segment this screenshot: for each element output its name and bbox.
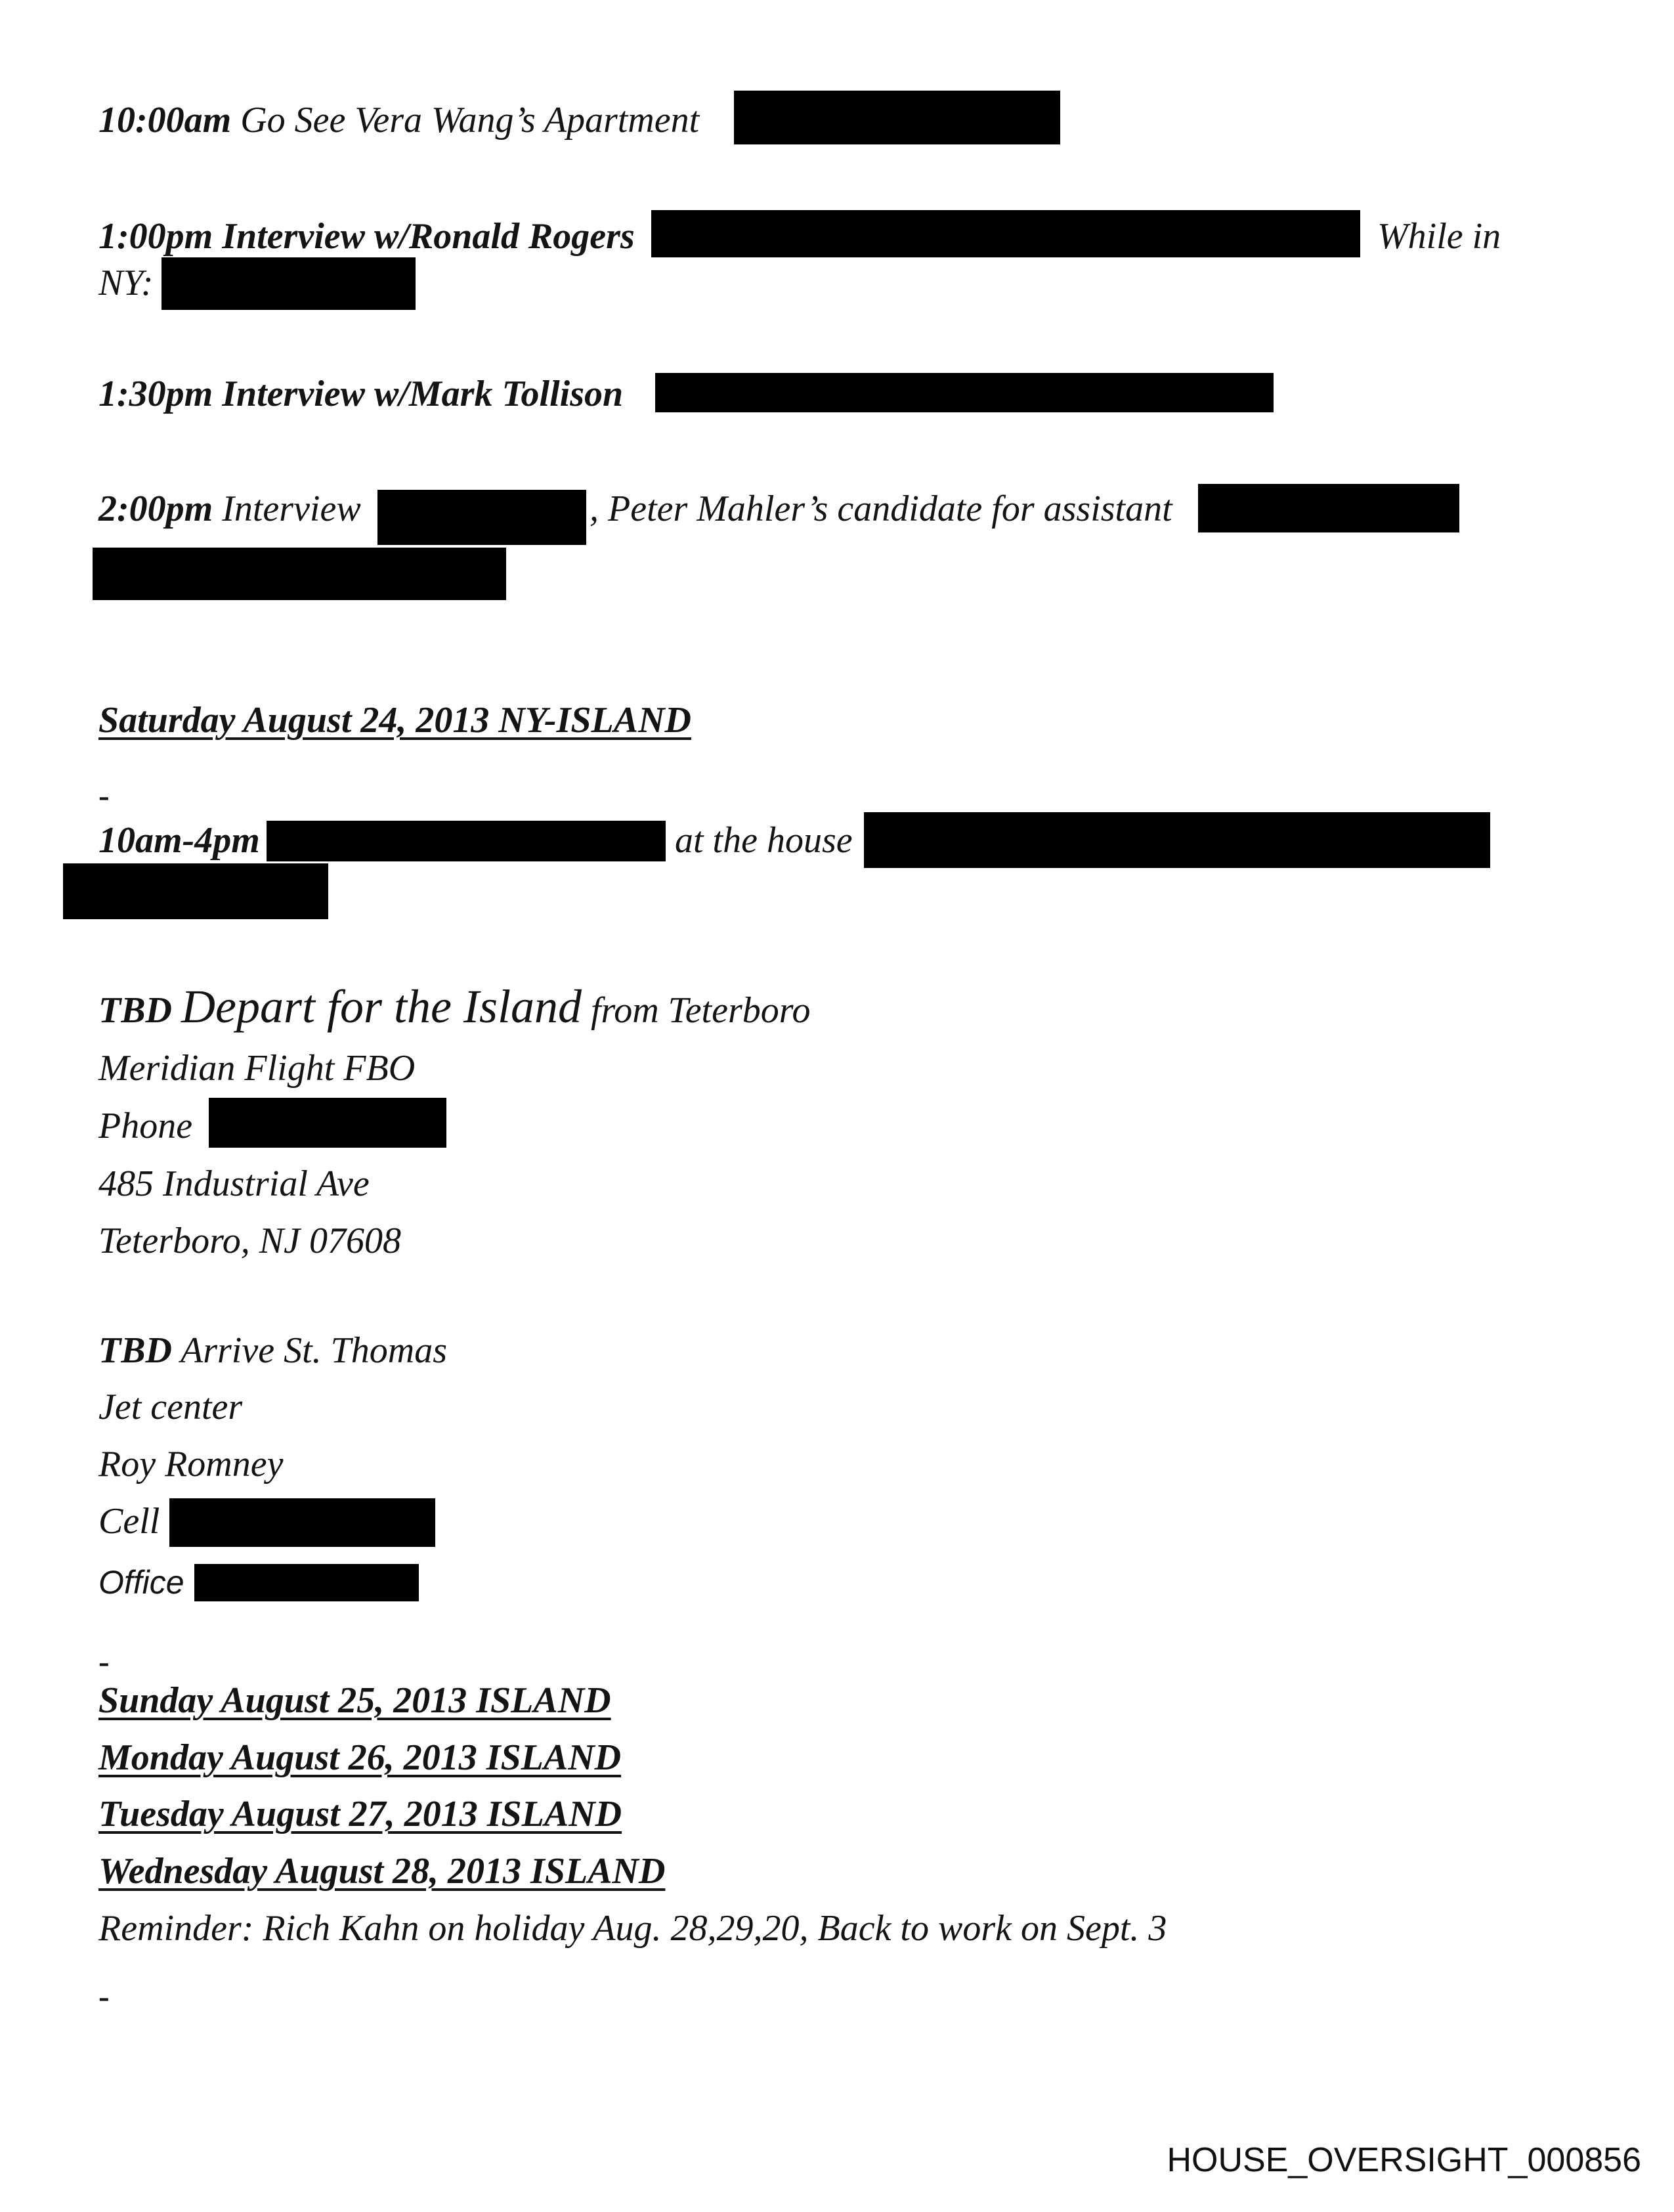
depart-line — [98, 980, 811, 1033]
day-heading: Wednesday August 28, 2013 ISLAND — [98, 1851, 666, 1892]
redaction-block — [651, 210, 1360, 257]
phone-label: Phone — [98, 1106, 193, 1146]
redaction-block — [169, 1498, 435, 1547]
redaction-block — [377, 490, 586, 545]
entry-text: Interview — [222, 488, 361, 529]
separator-dash: - — [98, 1643, 110, 1680]
reminder-text: Reminder: Rich Kahn on holiday Aug. 28,29,20, Back to work on Sept. 3 — [98, 1908, 1167, 1949]
separator-dash: - — [98, 1978, 110, 2014]
entry-time: 10am-4pm — [98, 820, 260, 861]
address-line: Teterboro, NJ 07608 — [98, 1221, 401, 1261]
entry-tail: NY: — [98, 263, 154, 303]
entry-time: 10:00am — [98, 100, 232, 141]
entry-100pm: 1:00pm Interview w/Ronald Rogers — [98, 216, 635, 257]
redaction-block — [864, 812, 1490, 868]
fbo-name: Meridian Flight FBO — [98, 1048, 416, 1089]
entry-time: 2:00pm — [98, 488, 213, 529]
entry-130pm: 1:30pm Interview w/Mark Tollison — [98, 374, 624, 414]
entry-text: , Peter Mahler’s candidate for assistant — [590, 488, 1172, 529]
cell-label: Cell — [98, 1501, 160, 1542]
separator-dash: - — [98, 777, 110, 813]
redaction-block — [209, 1098, 446, 1148]
office-label: Office — [98, 1564, 184, 1601]
redaction-block — [655, 373, 1274, 412]
arrive-title: Arrive St. Thomas — [181, 1330, 447, 1371]
redaction-block — [93, 548, 506, 600]
depart-from: from Teterboro — [590, 990, 811, 1031]
entry-200pm — [98, 486, 361, 532]
day-heading: Tuesday August 27, 2013 ISLAND — [98, 1794, 622, 1834]
arrive-line — [98, 1328, 447, 1374]
day-heading: Sunday August 25, 2013 ISLAND — [98, 1680, 611, 1721]
entry-text: at the house — [675, 820, 853, 861]
tbd-label: TBD — [98, 990, 172, 1031]
redaction-block — [63, 863, 328, 919]
entry-tail: While in — [1377, 216, 1501, 257]
bates-number: HOUSE_OVERSIGHT_000856 — [1167, 2141, 1641, 2179]
day-heading: Saturday August 24, 2013 NY-ISLAND — [98, 700, 691, 741]
address-line: 485 Industrial Ave — [98, 1163, 370, 1204]
arrive-detail: Roy Romney — [98, 1444, 284, 1485]
depart-title: Depart for the Island — [181, 980, 582, 1033]
day-heading: Monday August 26, 2013 ISLAND — [98, 1737, 622, 1778]
entry-text: Go See Vera Wang’s Apartment — [240, 100, 700, 141]
arrive-detail: Jet center — [98, 1387, 243, 1427]
redaction-block — [194, 1564, 419, 1601]
redaction-block — [734, 91, 1060, 144]
entry-1000am — [98, 97, 699, 143]
tbd-label: TBD — [98, 1330, 172, 1371]
redaction-block — [1198, 484, 1459, 532]
redaction-block — [161, 257, 416, 310]
redaction-block — [267, 821, 666, 861]
